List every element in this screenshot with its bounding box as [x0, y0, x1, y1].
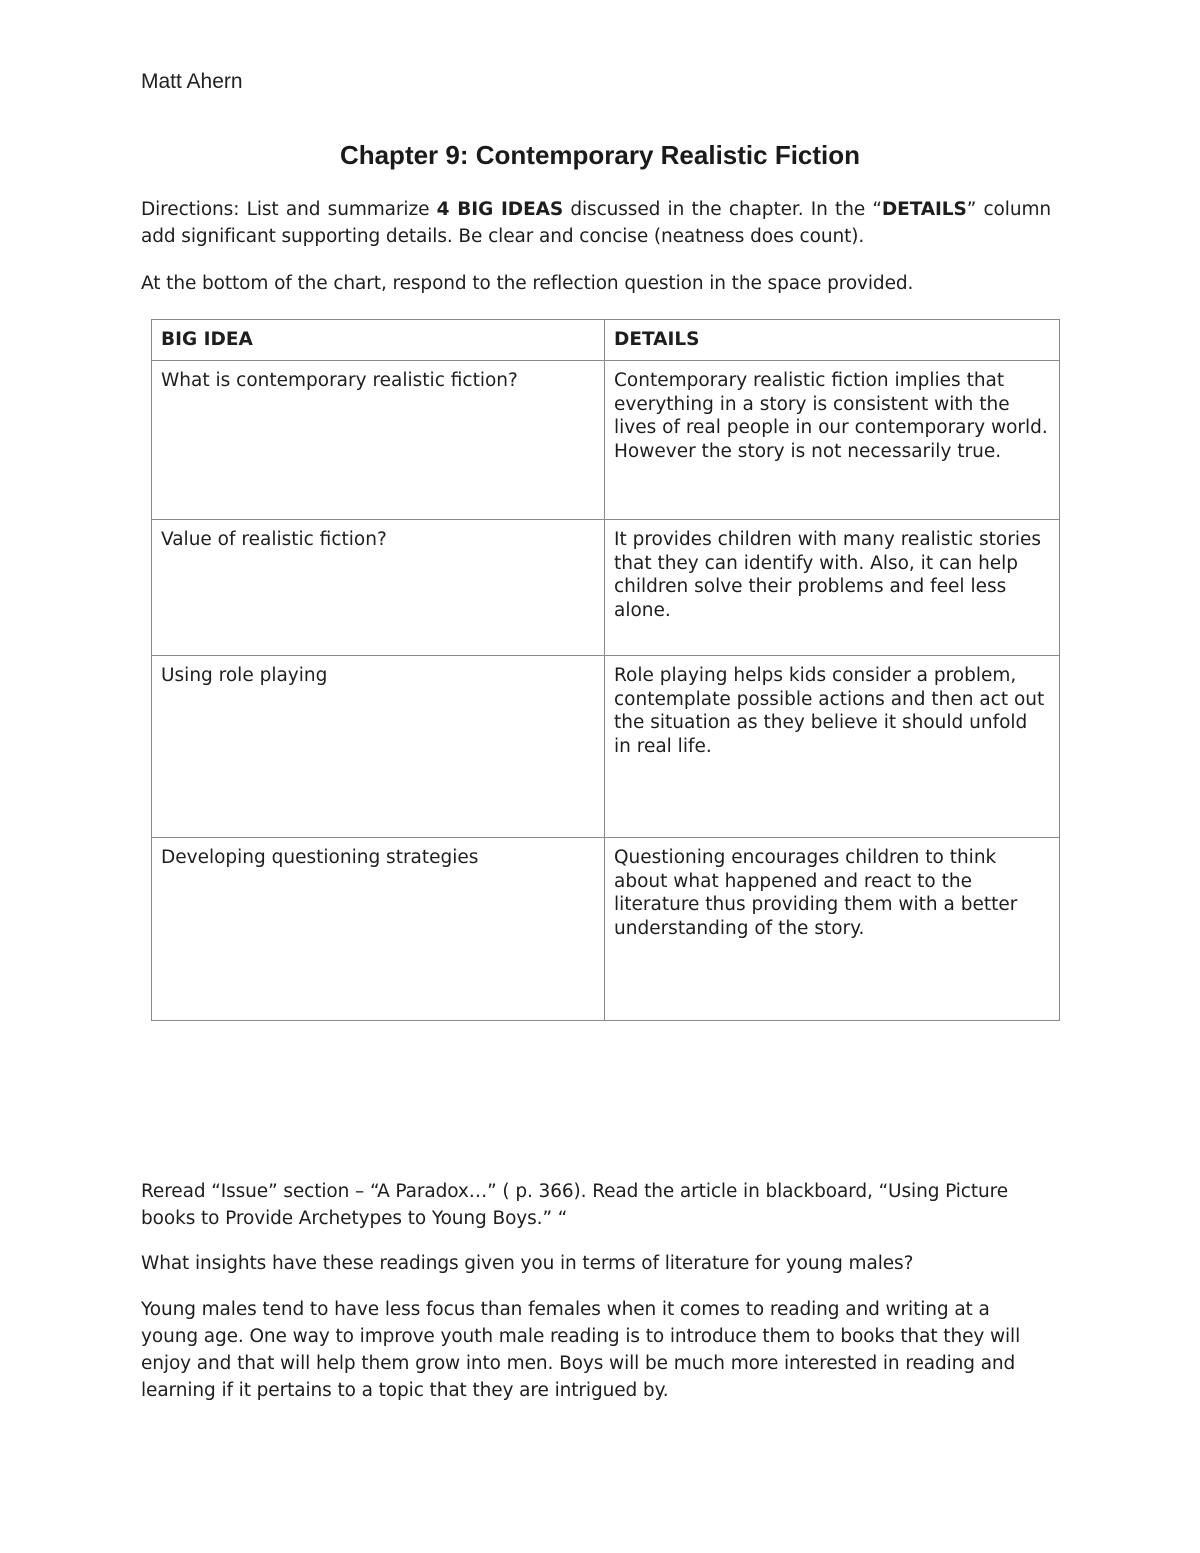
header-big-idea: BIG IDEA [152, 320, 605, 361]
page-title: Chapter 9: Contemporary Realistic Fiction [339, 140, 861, 170]
directions-text [141, 196, 1051, 250]
table-row [152, 656, 1060, 838]
details-cell: Role playing helps kids consider a problem, contemplate possible actions and then act out the situation as they believe it should unfold in real life. [605, 656, 1060, 838]
directions-part-1: Directions: List and summarize [141, 199, 437, 220]
details-cell: Questioning encourages children to think about what happened and react to the literature thus providing them with a better understanding of the story. [605, 838, 1060, 1021]
big-idea-cell: Using role playing [152, 656, 605, 838]
directions-bold-details: DETAILS [881, 199, 967, 220]
big-ideas-table [151, 319, 1060, 1021]
directions-bold-big-ideas: 4 BIG IDEAS [436, 199, 564, 220]
reflection-question: What insights have these readings given you in terms of literature for young males? [141, 1253, 914, 1274]
table-header-row [152, 320, 1060, 361]
author-name: Matt Ahern [141, 70, 243, 93]
reflection-instruction: At the bottom of the chart, respond to the reflection question in the space provided. [141, 273, 914, 294]
directions-part-2: discussed in the chapter. In the “ [563, 199, 882, 220]
details-cell: It provides children with many realistic stories that they can identify with. Also, it can help children solve their problems and feel less alone. [605, 520, 1060, 656]
details-cell: Contemporary realistic fiction implies that everything in a story is consistent with the lives of real people in our contemporary world. However the story is not necessarily true. [605, 361, 1060, 520]
table-row [152, 361, 1060, 520]
table-row [152, 838, 1060, 1021]
header-details: DETAILS [605, 320, 1060, 361]
table-row [152, 520, 1060, 656]
big-idea-cell: Developing questioning strategies [152, 838, 605, 1021]
directions-part-3: ” column add significant supporting details. Be clear and concise (neatness does count). [141, 199, 1051, 247]
big-idea-cell: What is contemporary realistic fiction? [152, 361, 605, 520]
big-idea-cell: Value of realistic fiction? [152, 520, 605, 656]
reflection-answer: Young males tend to have less focus than females when it comes to reading and writing at a young age. One way to improve youth male reading is to introduce them to books that they will enjoy and that will help them grow into men. Boys will be much more interested in reading and learning if it pertains to a topic that they are intrigued by. [141, 1299, 1021, 1401]
reread-instruction: Reread “Issue” section – “A Paradox…” ( p. 366). Read the article in blackboard, “Using Picture books to Provide Archetypes to Young Boys.” “ [141, 1181, 1009, 1229]
